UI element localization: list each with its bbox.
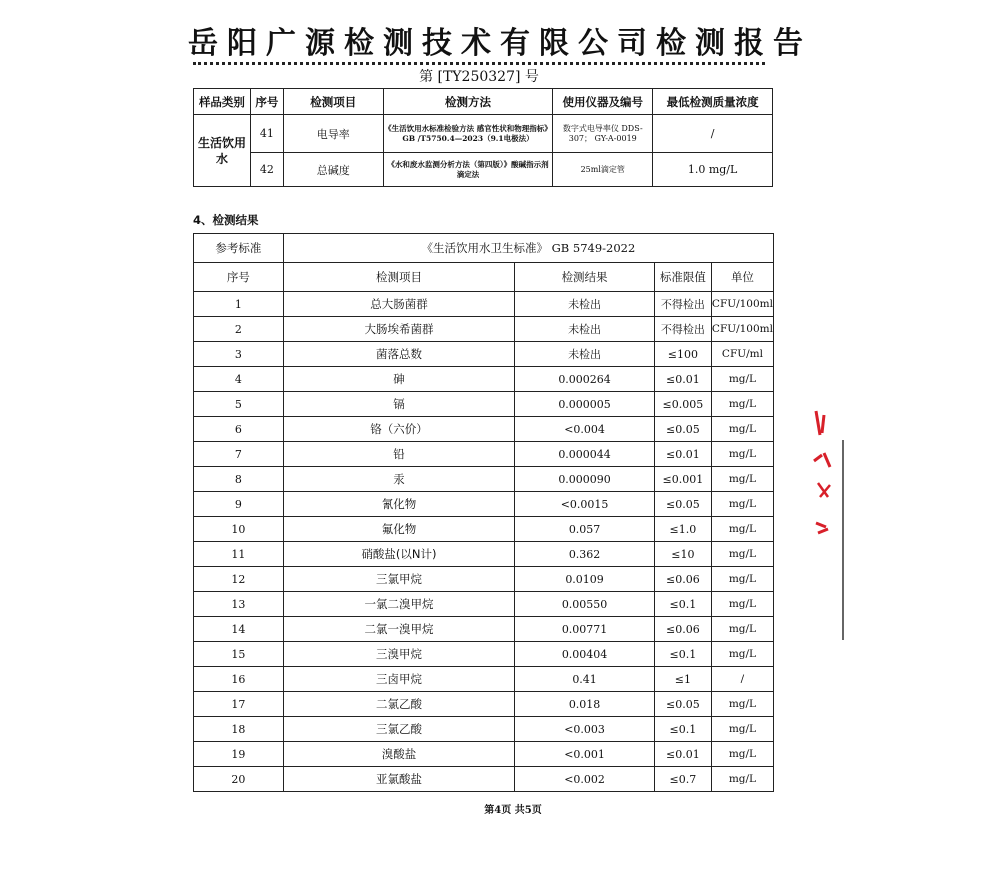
row-number: 5 — [194, 392, 284, 417]
row-number: 6 — [194, 417, 284, 442]
column-header: 检测项目 — [283, 263, 514, 292]
row-number: 42 — [250, 153, 283, 187]
table-row — [194, 717, 774, 742]
test-item: 二氯一溴甲烷 — [283, 617, 514, 642]
page-footer: 第4页 共5页 — [484, 805, 542, 816]
unit: mg/L — [711, 717, 773, 742]
test-result: 0.000005 — [515, 392, 655, 417]
row-number: 13 — [194, 592, 284, 617]
unit: mg/L — [711, 442, 773, 467]
unit: mg/L — [711, 467, 773, 492]
reference-label: 参考标准 — [194, 234, 284, 263]
page-title: 岳阳广源检测技术有限公司检测报告 — [188, 26, 812, 61]
standard-limit: ≤0.06 — [654, 567, 711, 592]
method-table-header — [194, 89, 773, 115]
section-heading: 4、检测结果 — [193, 213, 259, 227]
instrument: 数字式电导率仪 DDS-307； GY-A-0019 — [553, 115, 653, 153]
min-concentration: 1.0 mg/L — [653, 153, 773, 187]
row-number: 10 — [194, 517, 284, 542]
standard-limit: ≤0.01 — [654, 367, 711, 392]
test-result: 0.00771 — [515, 617, 655, 642]
reference-value: 《生活饮用水卫生标准》 GB 5749-2022 — [283, 234, 773, 263]
test-item: 硝酸盐(以N计) — [283, 542, 514, 567]
test-item: 三氯乙酸 — [283, 717, 514, 742]
test-item: 亚氯酸盐 — [283, 767, 514, 792]
standard-limit: ≤0.1 — [654, 642, 711, 667]
test-item: 一氯二溴甲烷 — [283, 592, 514, 617]
method-table — [193, 88, 773, 187]
standard-limit: ≤0.05 — [654, 692, 711, 717]
test-result: 0.41 — [515, 667, 655, 692]
table-row — [194, 442, 774, 467]
row-number: 15 — [194, 642, 284, 667]
unit: mg/L — [711, 617, 773, 642]
table-row — [194, 153, 773, 187]
unit: mg/L — [711, 417, 773, 442]
test-item: 汞 — [283, 467, 514, 492]
test-result: <0.001 — [515, 742, 655, 767]
table-row — [194, 742, 774, 767]
test-item: 总大肠菌群 — [283, 292, 514, 317]
unit: mg/L — [711, 517, 773, 542]
reference-standard-row — [194, 234, 774, 263]
test-result: <0.003 — [515, 717, 655, 742]
standard-limit: ≤0.005 — [654, 392, 711, 417]
test-result: 0.00550 — [515, 592, 655, 617]
table-row — [194, 467, 774, 492]
header-cell: 检测方法 — [383, 89, 553, 115]
test-item: 三溴甲烷 — [283, 642, 514, 667]
row-number: 1 — [194, 292, 284, 317]
table-row — [194, 115, 773, 153]
standard-limit: ≤0.1 — [654, 717, 711, 742]
test-result: 0.0109 — [515, 567, 655, 592]
table-row — [194, 392, 774, 417]
header-cell: 使用仪器及编号 — [553, 89, 653, 115]
unit: / — [711, 667, 773, 692]
standard-limit: ≤0.001 — [654, 467, 711, 492]
unit: mg/L — [711, 742, 773, 767]
row-number: 11 — [194, 542, 284, 567]
test-result: 未检出 — [515, 317, 655, 342]
header-cell: 最低检测质量浓度 — [653, 89, 773, 115]
column-header: 单位 — [711, 263, 773, 292]
test-result: 0.000044 — [515, 442, 655, 467]
test-item: 溴酸盐 — [283, 742, 514, 767]
test-result: <0.002 — [515, 767, 655, 792]
table-row — [194, 617, 774, 642]
table-row — [194, 517, 774, 542]
test-result: 0.057 — [515, 517, 655, 542]
table-row — [194, 667, 774, 692]
standard-limit: ≤0.7 — [654, 767, 711, 792]
test-method: 《生活饮用水标准检验方法 感官性状和物理指标》GB /T5750.4—2023（9.1电极法） — [383, 115, 553, 153]
row-number: 4 — [194, 367, 284, 392]
test-item: 镉 — [283, 392, 514, 417]
test-item: 氰化物 — [283, 492, 514, 517]
unit: mg/L — [711, 592, 773, 617]
results-header-row — [194, 263, 774, 292]
instrument: 25ml滴定管 — [553, 153, 653, 187]
table-row — [194, 342, 774, 367]
table-row — [194, 417, 774, 442]
test-item: 菌落总数 — [283, 342, 514, 367]
standard-limit: ≤0.05 — [654, 492, 711, 517]
test-result: 0.000090 — [515, 467, 655, 492]
row-number: 16 — [194, 667, 284, 692]
dotted-rule — [193, 62, 765, 65]
row-number: 3 — [194, 342, 284, 367]
unit: mg/L — [711, 492, 773, 517]
standard-limit: ≤1 — [654, 667, 711, 692]
table-row — [194, 542, 774, 567]
report-number: 第 [TY250327] 号 — [419, 69, 539, 85]
standard-limit: ≤0.1 — [654, 592, 711, 617]
row-number: 7 — [194, 442, 284, 467]
test-item: 大肠埃希菌群 — [283, 317, 514, 342]
test-method: 《水和废水监测分析方法（第四版）》酸碱指示剂滴定法 — [383, 153, 553, 187]
standard-limit: ≤100 — [654, 342, 711, 367]
table-row — [194, 567, 774, 592]
test-result: 0.000264 — [515, 367, 655, 392]
unit: mg/L — [711, 567, 773, 592]
table-row — [194, 292, 774, 317]
column-header: 检测结果 — [515, 263, 655, 292]
row-number: 41 — [250, 115, 283, 153]
row-number: 19 — [194, 742, 284, 767]
test-result: <0.004 — [515, 417, 655, 442]
test-result: <0.0015 — [515, 492, 655, 517]
unit: CFU/ml — [711, 342, 773, 367]
standard-limit: ≤10 — [654, 542, 711, 567]
test-item: 三卤甲烷 — [283, 667, 514, 692]
table-row — [194, 692, 774, 717]
unit: mg/L — [711, 692, 773, 717]
standard-limit: ≤0.01 — [654, 742, 711, 767]
table-row — [194, 492, 774, 517]
test-item: 铅 — [283, 442, 514, 467]
test-item: 氟化物 — [283, 517, 514, 542]
row-number: 20 — [194, 767, 284, 792]
row-number: 14 — [194, 617, 284, 642]
test-result: 未检出 — [515, 342, 655, 367]
standard-limit: 不得检出 — [654, 317, 711, 342]
test-result: 0.362 — [515, 542, 655, 567]
table-row — [194, 592, 774, 617]
min-concentration: / — [653, 115, 773, 153]
test-item: 三氯甲烷 — [283, 567, 514, 592]
test-result: 0.018 — [515, 692, 655, 717]
row-number: 12 — [194, 567, 284, 592]
test-item: 电导率 — [283, 115, 383, 153]
row-number: 2 — [194, 317, 284, 342]
row-number: 9 — [194, 492, 284, 517]
header-cell: 检测项目 — [283, 89, 383, 115]
table-row — [194, 317, 774, 342]
row-number: 18 — [194, 717, 284, 742]
standard-limit: ≤0.05 — [654, 417, 711, 442]
column-header: 标准限值 — [654, 263, 711, 292]
binding-edge-line — [842, 440, 844, 640]
seal-stamp-edge — [810, 405, 850, 545]
unit: CFU/100ml — [711, 317, 773, 342]
test-item: 总碱度 — [283, 153, 383, 187]
test-item: 铬（六价） — [283, 417, 514, 442]
test-item: 砷 — [283, 367, 514, 392]
row-number: 17 — [194, 692, 284, 717]
standard-limit: ≤0.06 — [654, 617, 711, 642]
unit: mg/L — [711, 367, 773, 392]
table-row — [194, 642, 774, 667]
test-result: 0.00404 — [515, 642, 655, 667]
table-row — [194, 767, 774, 792]
header-cell: 样品类别 — [194, 89, 251, 115]
table-row — [194, 367, 774, 392]
row-number: 8 — [194, 467, 284, 492]
standard-limit: 不得检出 — [654, 292, 711, 317]
results-table — [193, 233, 774, 792]
unit: mg/L — [711, 642, 773, 667]
test-result: 未检出 — [515, 292, 655, 317]
sample-type: 生活饮用水 — [194, 115, 251, 187]
unit: mg/L — [711, 392, 773, 417]
unit: CFU/100ml — [711, 292, 773, 317]
unit: mg/L — [711, 542, 773, 567]
standard-limit: ≤1.0 — [654, 517, 711, 542]
standard-limit: ≤0.01 — [654, 442, 711, 467]
unit: mg/L — [711, 767, 773, 792]
column-header: 序号 — [194, 263, 284, 292]
header-cell: 序号 — [250, 89, 283, 115]
test-item: 二氯乙酸 — [283, 692, 514, 717]
